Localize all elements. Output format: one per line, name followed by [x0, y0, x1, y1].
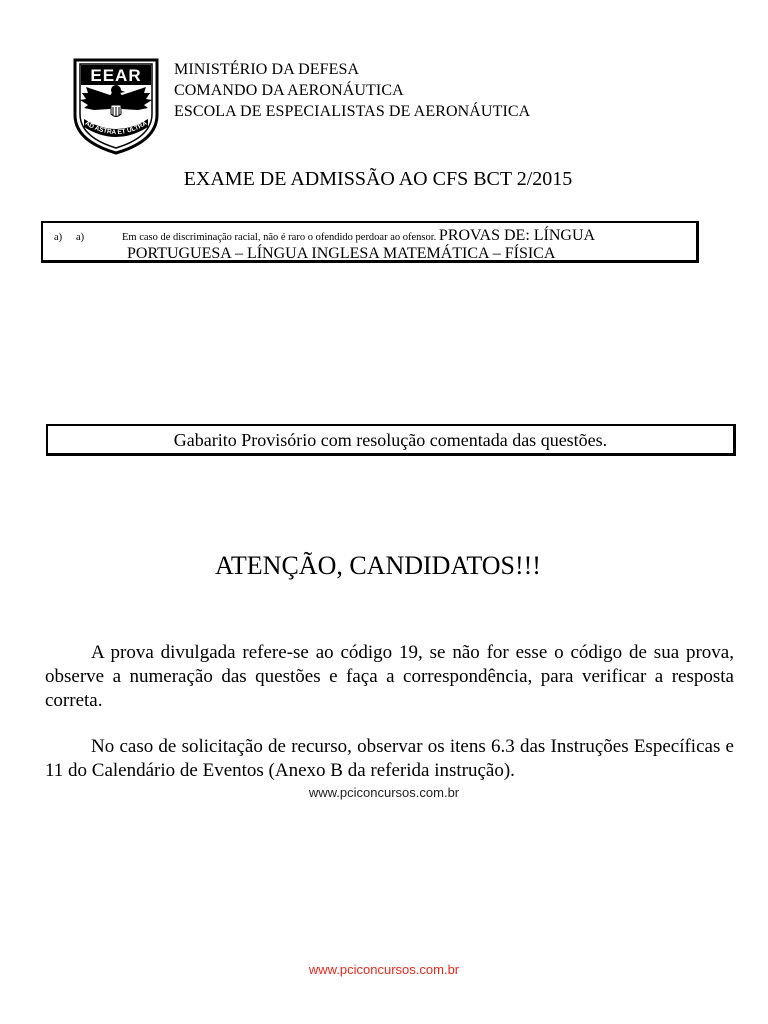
institution-header — [174, 59, 530, 122]
list-marker: a) — [54, 232, 63, 243]
footer-url: www.pciconcursos.com.br — [308, 962, 460, 977]
gabarito-box: Gabarito Provisório com resolução comentada das questões. — [46, 424, 736, 456]
exam-title: EXAME DE ADMISSÃO AO CFS BCT 2/2015 — [183, 168, 573, 190]
eagle-emblem-icon — [72, 57, 160, 155]
paragraph-appeal-notice: No caso de solicitação de recurso, observar os itens 6.3 das Instruções Específicas e 11 do Calendário de Eventos (Anexo B da referida instrução). — [45, 736, 734, 781]
provas-small-text: Em caso de discriminação racial, não é raro o ofendido perdoar ao ofensor. — [122, 232, 437, 243]
provas-box — [41, 221, 699, 263]
paragraph-code-notice: A prova divulgada refere-se ao código 19, se não for esse o código de sua prova, observe a numeração das questões e faça a correspondência, para verificar a resposta correta. — [45, 642, 734, 711]
ministry-line: MINISTÉRIO DA DEFESA — [174, 61, 360, 78]
list-marker: a) — [76, 232, 85, 243]
command-line: COMANDO DA AERONÁUTICA — [174, 82, 404, 99]
logo-motto: AD ASTRA ET ULTRA — [83, 119, 149, 137]
provas-line-1 — [54, 227, 595, 245]
eear-logo — [72, 57, 160, 155]
source-url: www.pciconcursos.com.br — [308, 785, 460, 800]
logo-text: EEAR — [90, 66, 142, 85]
school-line: ESCOLA DE ESPECIALISTAS DE AERONÁUTICA — [174, 103, 531, 120]
provas-subjects: PORTUGUESA – LÍNGUA INGLESA MATEMÁTICA – FÍSICA — [127, 245, 556, 262]
attention-heading: ATENÇÃO, CANDIDATOS!!! — [215, 551, 541, 580]
provas-heading: PROVAS DE: LÍNGUA — [438, 227, 596, 244]
